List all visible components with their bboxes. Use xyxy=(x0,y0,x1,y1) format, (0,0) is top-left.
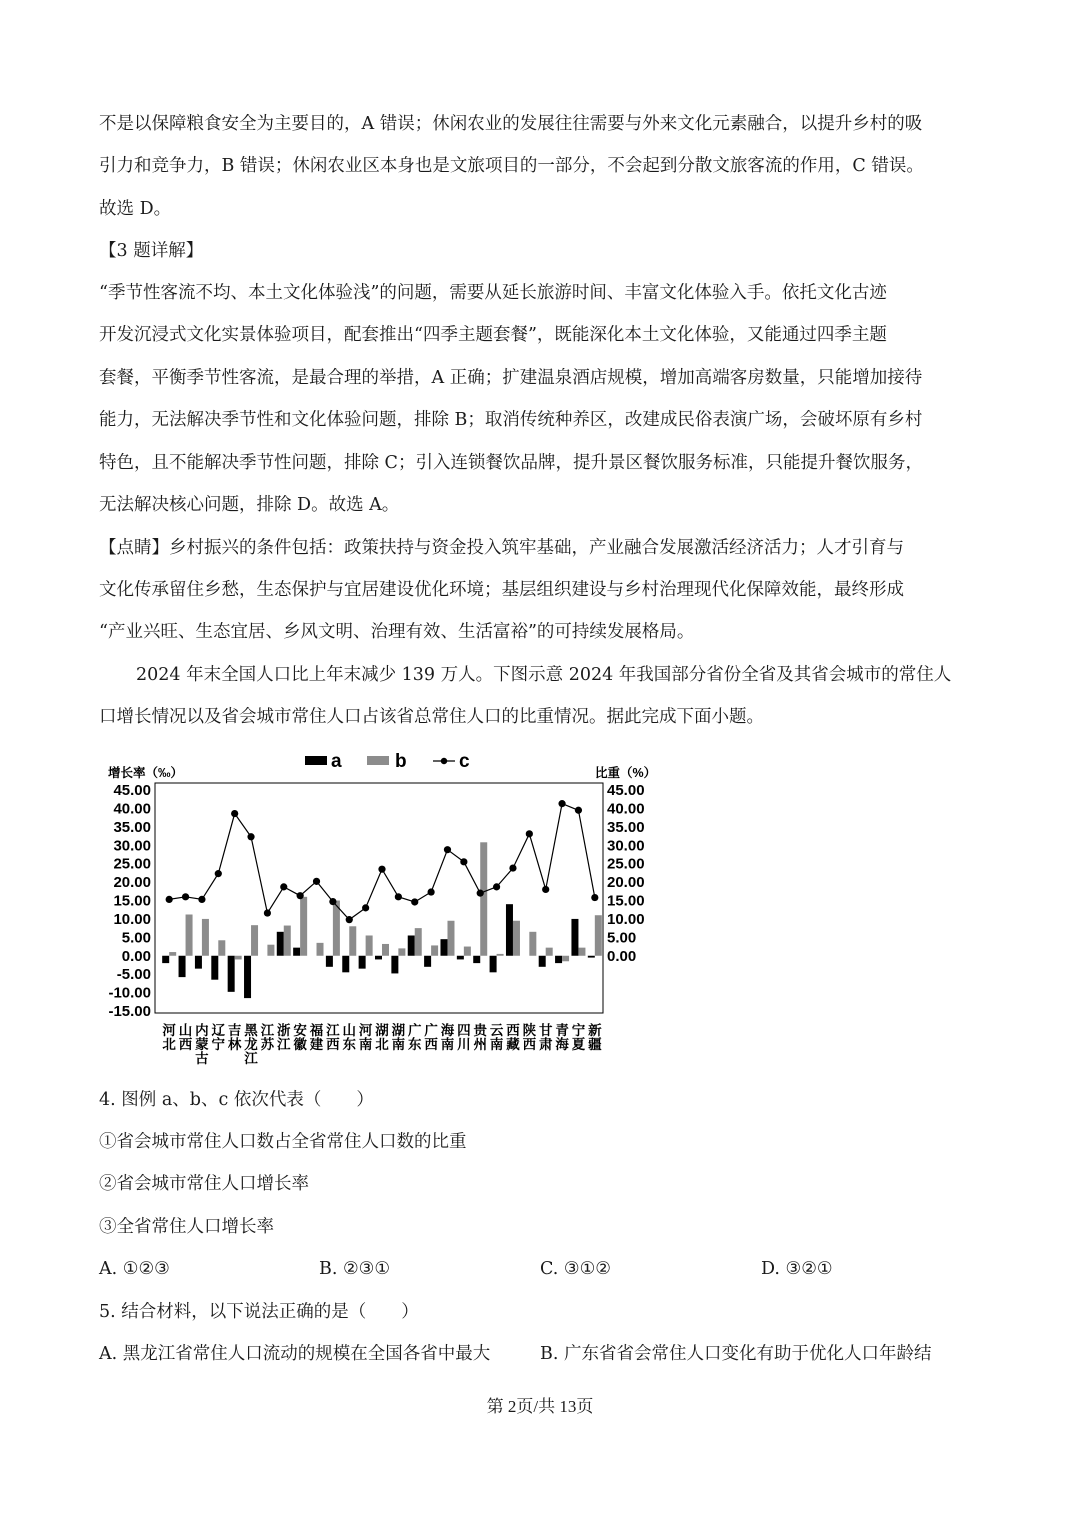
point-c xyxy=(460,858,467,865)
point-c xyxy=(346,916,353,923)
point-c xyxy=(509,864,516,871)
bar-b xyxy=(267,945,274,956)
population-growth-chart xyxy=(95,745,657,1066)
line-13: “产业兴旺、生态宜居、乡风文明、治理有效、生活富裕”的可持续发展格局。 xyxy=(99,622,695,642)
x-tick-label: 辽宁 xyxy=(211,1023,226,1052)
point-c xyxy=(428,888,435,895)
legend-swatch-a xyxy=(305,756,327,765)
bar-a xyxy=(555,956,562,963)
bar-a xyxy=(391,956,398,974)
bar-b xyxy=(497,954,504,956)
bar-b xyxy=(464,947,471,956)
bar-b xyxy=(202,919,209,956)
x-tick-label: 内蒙古 xyxy=(195,1023,209,1066)
x-tick-label: 吉林 xyxy=(227,1023,242,1052)
line-10: 无法解决核心问题，排除 D。故选 A。 xyxy=(99,495,400,515)
x-tick-label: 青海 xyxy=(555,1023,569,1052)
bar-b xyxy=(415,928,422,956)
bar-b xyxy=(235,956,242,960)
right-tick-label: 25.00 xyxy=(607,855,645,873)
section-heading-3: 【3 题详解】 xyxy=(99,241,204,261)
x-tick-label: 新疆 xyxy=(588,1023,602,1052)
left-tick-label: 15.00 xyxy=(113,892,151,910)
point-c xyxy=(526,830,533,837)
right-tick-label: 35.00 xyxy=(607,818,645,836)
x-tick-label: 广东 xyxy=(407,1023,422,1052)
left-tick-label: -5.00 xyxy=(116,966,151,984)
bar-b xyxy=(398,948,405,955)
bar-a xyxy=(424,956,431,967)
q5-option-b[interactable]: B. 广东省省会常住人口变化有助于优化人口年龄结 xyxy=(540,1344,932,1364)
bar-a xyxy=(375,956,382,960)
q4-statement-3: ③全省常住人口增长率 xyxy=(99,1217,274,1237)
question-4: 4. 图例 a、b、c 依次代表（ ） xyxy=(99,1090,374,1110)
point-c xyxy=(329,898,336,905)
right-tick-label: 40.00 xyxy=(607,800,645,818)
q4-statement-1: ①省会城市常住人口数占全省常住人口数的比重 xyxy=(99,1132,467,1152)
page-footer: 第 2页/共 13页 xyxy=(486,1397,594,1416)
left-tick-label: 40.00 xyxy=(113,800,151,818)
question-5: 5. 结合材料，以下说法正确的是（ ） xyxy=(99,1302,419,1322)
right-tick-label: 45.00 xyxy=(607,782,645,799)
left-tick-label: 5.00 xyxy=(121,929,151,947)
point-c xyxy=(166,896,173,903)
point-c xyxy=(542,886,549,893)
x-axis-labels xyxy=(162,1022,602,1066)
line-2: 引力和竞争力，B 错误；休闲农业区本身也是文旅项目的一部分，不会起到分散文旅客流的作用，C 错误。 xyxy=(99,156,924,176)
point-c xyxy=(395,893,402,900)
point-c xyxy=(264,909,271,916)
right-tick-label: 30.00 xyxy=(607,837,645,855)
x-tick-label: 海南 xyxy=(440,1023,455,1052)
point-c xyxy=(198,896,205,903)
bar-b xyxy=(513,921,520,956)
legend-label-b: b xyxy=(395,751,407,772)
bar-a xyxy=(473,956,480,963)
x-tick-label: 广西 xyxy=(424,1023,438,1052)
point-c xyxy=(215,870,222,877)
bar-b xyxy=(595,915,602,956)
line-12: 文化传承留住乡愁，生态保护与宜居建设优化环境；基层组织建设与乡村治理现代化保障效能，最终形成 xyxy=(99,580,904,600)
point-c xyxy=(378,866,385,873)
bar-b xyxy=(218,940,225,955)
right-tick-label: 5.00 xyxy=(607,929,637,947)
bar-a xyxy=(408,935,415,955)
left-tick-label: 0.00 xyxy=(121,947,151,965)
q4-option-c[interactable]: C. ③①② xyxy=(540,1259,611,1279)
chart-legend xyxy=(305,751,470,772)
x-tick-label: 四川 xyxy=(457,1023,471,1052)
q4-statement-2: ②省会城市常住人口增长率 xyxy=(99,1174,309,1194)
q5-option-a[interactable]: A. 黑龙江省常住人口流动的规模在全国各省中最大 xyxy=(99,1344,491,1364)
left-tick-label: 20.00 xyxy=(113,874,151,892)
x-tick-label: 湖南 xyxy=(391,1023,406,1052)
bar-a xyxy=(342,956,349,973)
bar-b xyxy=(480,842,487,955)
bar-b xyxy=(349,926,356,955)
bar-b xyxy=(578,948,585,956)
x-tick-label: 云南 xyxy=(489,1023,504,1052)
point-c xyxy=(444,846,451,853)
x-tick-label: 宁夏 xyxy=(571,1023,586,1052)
legend-swatch-b xyxy=(367,756,389,765)
x-tick-label: 湖北 xyxy=(375,1023,389,1052)
material-intro-2: 口增长情况以及省会城市常住人口占该省总常住人口的比重情况。据此完成下面小题。 xyxy=(99,707,764,727)
bar-b xyxy=(186,914,193,955)
line-9: 特色，且不能解决季节性问题，排除 C；引入连锁餐饮品牌，提升景区餐饮服务标准，只能提升餐饮服务， xyxy=(99,453,923,473)
point-c xyxy=(411,898,418,905)
bar-b xyxy=(284,926,291,956)
line-8: 能力，无法解决季节性和文化体验问题，排除 B；取消传统种养区，改建成民俗表演广场，会破坏原有乡村 xyxy=(99,410,923,430)
bar-a xyxy=(211,956,218,980)
highlight-note: 【点睛】乡村振兴的条件包括：政策扶持与资金投入筑牢基础，产业融合发展激活经济活力；人才引育与 xyxy=(99,538,904,558)
q4-option-b[interactable]: B. ②③① xyxy=(319,1259,391,1279)
bar-a xyxy=(539,956,546,967)
point-c xyxy=(575,807,582,814)
legend-label-c: c xyxy=(459,751,470,772)
bar-a xyxy=(228,956,235,992)
left-axis-label: 增长率（‰） xyxy=(108,766,184,780)
bar-b xyxy=(169,952,176,956)
left-axis-ticks xyxy=(108,782,151,1020)
point-c xyxy=(493,883,500,890)
right-tick-label: 20.00 xyxy=(607,874,645,892)
line-1: 不是以保障粮食安全为主要目的，A 错误；休闲农业的发展往往需要与外来文化元素融合，以提升乡村的吸 xyxy=(99,114,923,134)
left-tick-label: 25.00 xyxy=(113,855,151,873)
point-c xyxy=(182,893,189,900)
bar-a xyxy=(195,956,202,969)
point-c xyxy=(591,894,598,901)
bar-b xyxy=(300,897,307,956)
point-c xyxy=(231,810,238,817)
left-tick-label: 45.00 xyxy=(113,782,151,799)
bar-b xyxy=(382,944,389,956)
x-tick-label: 福建 xyxy=(309,1023,324,1052)
point-c xyxy=(247,833,254,840)
plot-frame xyxy=(155,783,603,1013)
material-intro-1: 2024 年末全国人口比上年末减少 139 万人。下图示意 2024 年我国部分省份全省及其省会城市的常住人 xyxy=(136,665,952,685)
x-tick-label: 山西 xyxy=(178,1023,193,1052)
x-tick-label: 河南 xyxy=(358,1023,373,1052)
bar-a xyxy=(359,956,366,969)
line-5: “季节性客流不均、本土文化体验浅”的问题，需要从延长旅游时间、丰富文化体验入手。依托文化古迹 xyxy=(99,283,887,303)
x-tick-label: 贵州 xyxy=(473,1023,487,1052)
x-tick-label: 西藏 xyxy=(506,1023,520,1052)
bar-a xyxy=(179,956,186,977)
bar-a xyxy=(326,956,333,967)
x-tick-label: 江西 xyxy=(326,1023,340,1052)
bar-b xyxy=(529,932,536,956)
bar-b xyxy=(546,948,553,956)
q4-option-a[interactable]: A. ①②③ xyxy=(99,1259,170,1279)
x-tick-label: 浙江 xyxy=(277,1023,291,1052)
left-tick-label: -10.00 xyxy=(108,984,151,1002)
point-c xyxy=(477,890,484,897)
x-tick-label: 山东 xyxy=(342,1023,357,1052)
q4-option-d[interactable]: D. ③②① xyxy=(761,1259,833,1279)
bar-b xyxy=(447,921,454,956)
point-c xyxy=(362,904,369,911)
right-tick-label: 15.00 xyxy=(607,892,645,910)
bar-b xyxy=(431,945,438,955)
line-3: 故选 D。 xyxy=(99,199,172,219)
series-c-line xyxy=(166,800,599,923)
left-tick-label: 10.00 xyxy=(113,910,151,928)
legend-marker-c xyxy=(441,758,447,764)
left-tick-label: 30.00 xyxy=(113,837,151,855)
bar-a xyxy=(506,904,513,956)
point-c xyxy=(313,878,320,885)
bar-a xyxy=(293,948,300,956)
x-tick-label: 黑龙江 xyxy=(244,1023,258,1066)
left-tick-label: -15.00 xyxy=(108,1003,151,1020)
left-tick-label: 35.00 xyxy=(113,818,151,836)
right-axis-label: 比重（%） xyxy=(595,766,657,780)
right-tick-label: 10.00 xyxy=(607,910,645,928)
point-c xyxy=(297,892,304,899)
line-6: 开发沉浸式文化实景体验项目，配套推出“四季主题套餐”，既能深化本土文化体验，又能通过四季主题 xyxy=(99,325,887,345)
x-tick-label: 江苏 xyxy=(260,1023,275,1052)
bar-a xyxy=(277,932,284,956)
bar-a xyxy=(490,956,497,973)
x-tick-label: 陕西 xyxy=(522,1023,537,1052)
bar-a xyxy=(440,939,447,956)
right-axis-ticks xyxy=(607,782,645,965)
right-tick-label: 0.00 xyxy=(607,947,637,965)
legend-label-a: a xyxy=(331,751,342,772)
bar-a xyxy=(162,956,169,963)
x-tick-label: 安徽 xyxy=(293,1023,307,1052)
bar-a xyxy=(457,956,464,960)
bar-b xyxy=(251,925,258,956)
bar-b xyxy=(366,935,373,955)
bar-a xyxy=(244,956,251,998)
line-7: 套餐，平衡季节性客流，是最合理的举措，A 正确；扩建温泉酒店规模，增加高端客房数量，只能增加接待 xyxy=(99,368,923,388)
bar-b xyxy=(317,943,324,956)
x-tick-label: 河北 xyxy=(162,1023,176,1052)
x-tick-label: 甘肃 xyxy=(538,1023,553,1052)
point-c xyxy=(558,800,565,807)
series-c-path xyxy=(169,804,595,920)
bar-a xyxy=(588,956,595,958)
point-c xyxy=(280,883,287,890)
bar-a xyxy=(571,919,578,956)
bar-b xyxy=(562,956,569,962)
